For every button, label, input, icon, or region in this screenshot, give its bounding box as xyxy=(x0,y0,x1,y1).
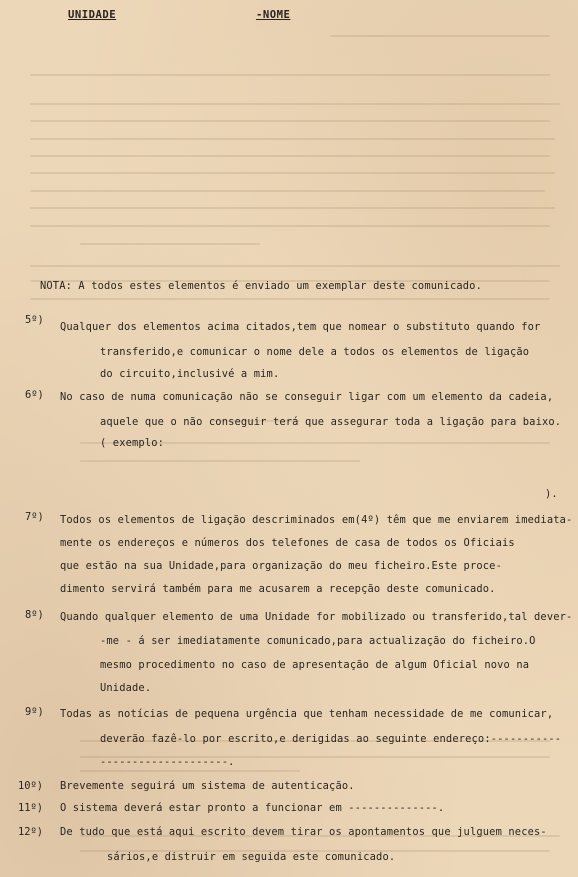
item-line: Quando qualquer elemento de uma Unidade for mobilizado ou transferido,tal dever- xyxy=(60,611,573,623)
header-unidade: UNIDADE xyxy=(68,9,117,21)
item-line: ( exemplo: xyxy=(100,437,165,449)
nota-text: NOTA: A todos estes elementos é enviado um exemplar deste comunicado. xyxy=(40,280,482,292)
item-line: --------------------. xyxy=(100,756,235,768)
item-line: Todas as notícias de pequena urgência que tenham necessidade de me comunicar, xyxy=(60,708,554,720)
item-line: mente os endereços e números dos telefones de casa de todos os Oficiais xyxy=(60,537,515,549)
item-line: transferido,e comunicar o nome dele a todos os elementos de ligação xyxy=(100,346,530,358)
item-line: Qualquer dos elementos acima citados,tem que nomear o substituto quando for xyxy=(60,321,541,333)
item-line: No caso de numa comunicação não se conseguir ligar com um elemento da cadeia, xyxy=(60,391,554,403)
item-number: 7º) xyxy=(25,511,44,523)
item-number: 11º) xyxy=(18,802,44,814)
item-line: sários,e distruir em seguida este comunicado. xyxy=(107,851,396,863)
item-line: Brevemente seguirá um sistema de autenticação. xyxy=(60,780,355,792)
item-line: mesmo procedimento no caso de apresentação de algum Oficial novo na xyxy=(100,659,530,671)
example-close: ). xyxy=(545,488,558,500)
header-nome: -NOME xyxy=(256,9,291,21)
item-line: dimento servirá também para me acusarem a recepção deste comunicado. xyxy=(60,583,496,595)
item-line: O sistema deverá estar pronto a funcionar em --------------. xyxy=(60,802,445,814)
item-line: deverão fazê-lo por escrito,e derigidas ao seguinte endereço:----------- xyxy=(100,733,562,745)
item-number: 10º) xyxy=(18,780,44,792)
item-number: 6º) xyxy=(25,389,44,401)
item-line: aquele que o não conseguir terá que assegurar toda a ligação para baixo. xyxy=(100,416,562,428)
item-line: De tudo que está aqui escrito devem tirar os apontamentos que julguem neces- xyxy=(60,826,547,838)
item-number: 8º) xyxy=(25,609,44,621)
item-number: 9º) xyxy=(25,706,44,718)
item-line: Unidade. xyxy=(100,682,152,694)
item-line: -me - á ser imediatamente comunicado,para actualização do ficheiro.O xyxy=(100,635,536,647)
item-line: Todos os elementos de ligação descriminados em(4º) têm que me enviarem imediata- xyxy=(60,514,573,526)
item-line: do circuito,inclusivé a mim. xyxy=(100,368,280,380)
item-number: 5º) xyxy=(25,314,44,326)
item-line: que estão na sua Unidade,para organização do meu ficheiro.Este proce- xyxy=(60,560,502,572)
item-number: 12º) xyxy=(18,826,44,838)
